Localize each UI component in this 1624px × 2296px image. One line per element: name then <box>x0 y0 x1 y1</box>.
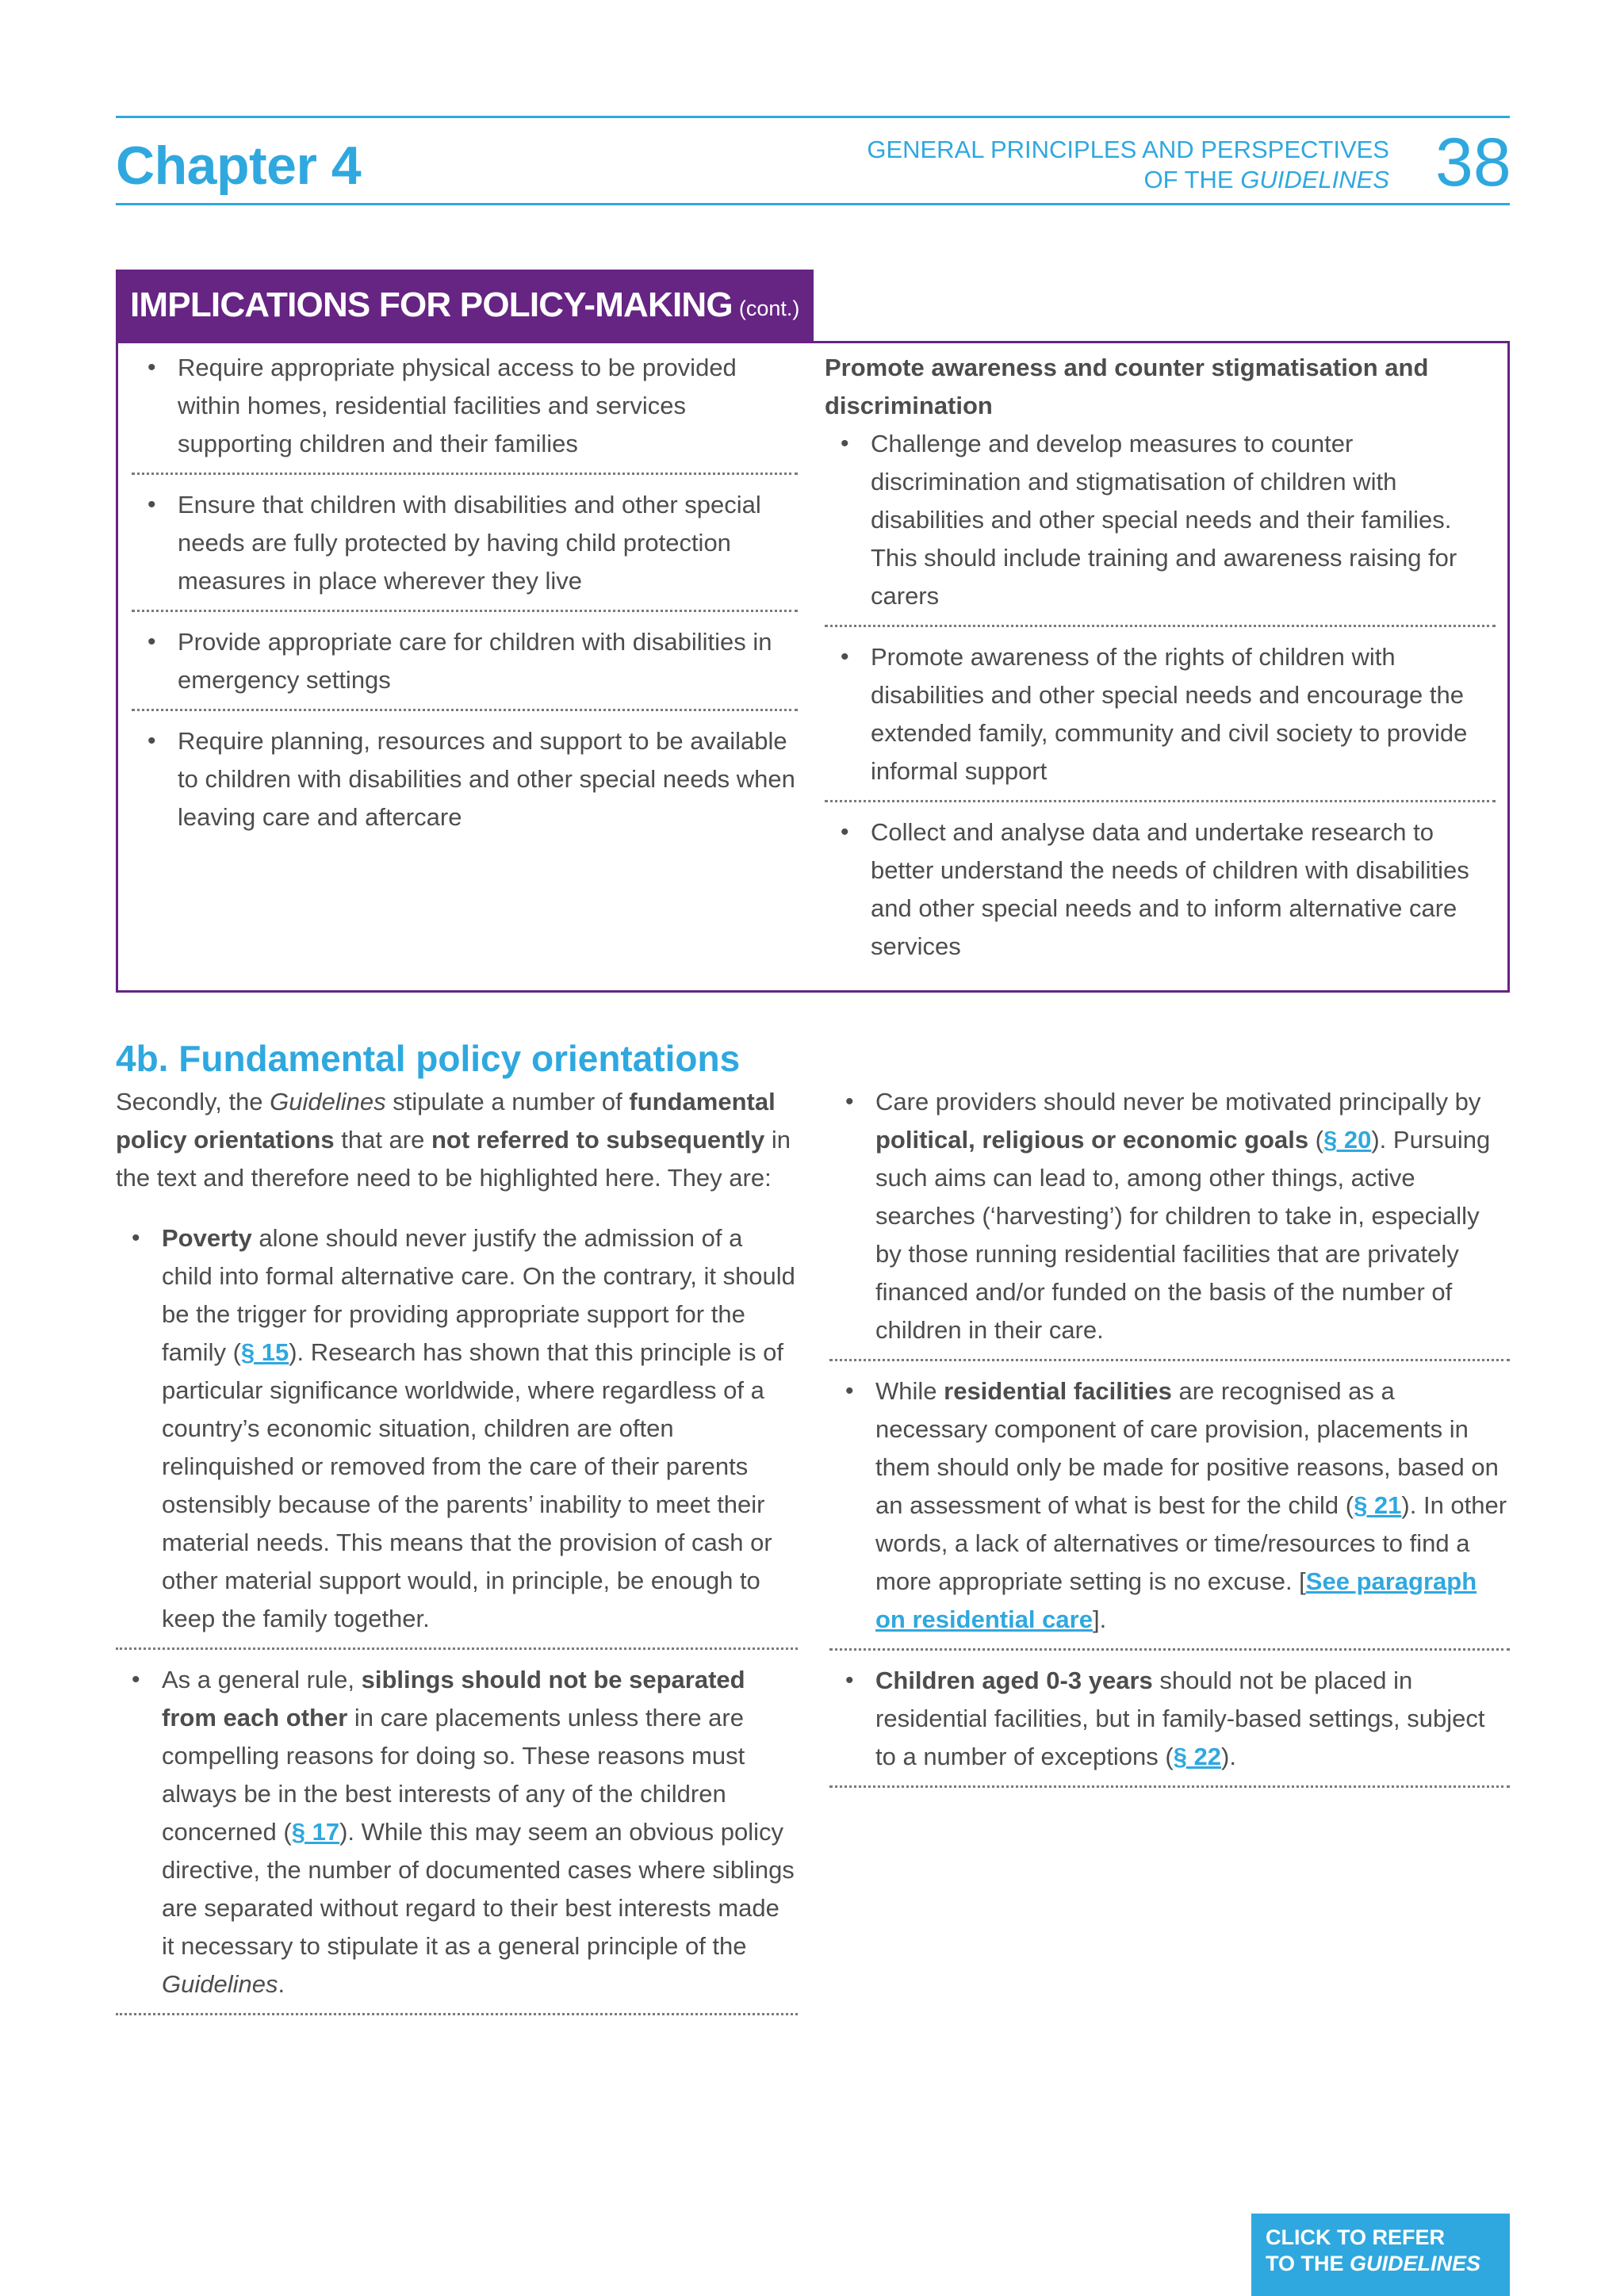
section-heading: 4b. Fundamental policy orientations <box>116 1038 741 1079</box>
item-text: As a general rule, <box>162 1666 362 1693</box>
item-text: are recognised as a necessary component of care provision, placements in them should only be made for positive reasons, based on an assessment of what is best for the child ( <box>875 1377 1499 1519</box>
item-text: alone should never justify the admission of a child into formal alternative care. On the contrary, it should be the trigger for providing appropriate support for the family ( <box>162 1224 795 1366</box>
bold-term: Children aged 0-3 years <box>875 1667 1153 1694</box>
list-item: • Provide appropriate care for children with disabilities in emergency settings <box>132 623 798 699</box>
fundamental-left-list <box>116 1661 798 2003</box>
implications-cont: (cont.) <box>738 296 800 320</box>
list-item: • Challenge and develop measures to counter discrimination and stigmatisation of children with disabilities and other special needs and their families. This should include training and awareness raising for carers <box>825 425 1496 615</box>
item-text: While <box>875 1377 944 1405</box>
item-text: ( <box>1308 1126 1323 1154</box>
implications-right-list <box>825 638 1496 790</box>
intro-text: stipulate a number of <box>385 1088 630 1115</box>
fundamental-right-column <box>829 1083 1510 1799</box>
bold-term: political, religious or economic goals <box>875 1126 1309 1154</box>
intro-bold: fundamental policy orientations <box>116 1088 776 1154</box>
page-number: 38 <box>1435 124 1511 201</box>
item-text: ). <box>1221 1743 1236 1770</box>
intro-guidelines: Guidelines <box>270 1088 386 1115</box>
dotted-divider <box>829 1359 1510 1361</box>
bold-term: siblings should not be separated from each other <box>162 1666 745 1732</box>
dotted-divider <box>825 625 1496 627</box>
implications-left-list <box>132 722 798 836</box>
list-item: • Collect and analyse data and undertake research to better understand the needs of children with disabilities and other special needs and to inform alternative care services <box>825 813 1496 966</box>
section-title-line1: GENERAL PRINCIPLES AND PERSPECTIVES <box>867 136 1389 163</box>
intro-text: that are <box>334 1126 431 1154</box>
header-bottom-rule <box>116 203 1510 205</box>
item-text: in care placements unless there are compelling reasons for doing so. These reasons must always be in the best interests of any of the children concerned ( <box>162 1704 745 1846</box>
dotted-divider <box>132 610 798 612</box>
refer-to-guidelines-button[interactable] <box>1251 2214 1510 2296</box>
list-item-residential <box>829 1372 1510 1639</box>
fundamental-right-list <box>829 1083 1510 1349</box>
implications-subhead: Promote awareness and counter stigmatisation and discrimination <box>825 354 1429 419</box>
list-item: • Require appropriate physical access to be provided within homes, residential facilities and services supporting children and their families <box>132 349 798 463</box>
implications-header <box>116 270 814 341</box>
dotted-divider <box>829 1785 1510 1788</box>
intro-bold: not referred to subsequently <box>431 1126 765 1154</box>
ref-link-15[interactable]: § 15 <box>240 1338 289 1366</box>
italic-guidelines: Guidelines <box>162 1970 278 1998</box>
dotted-divider <box>132 709 798 711</box>
list-item-siblings <box>116 1661 798 2003</box>
cta-guidelines: GUIDELINES <box>1350 2252 1481 2275</box>
cta-line1: CLICK TO REFER <box>1266 2225 1446 2249</box>
intro-text: Secondly, the <box>116 1088 270 1115</box>
fundamental-right-list <box>829 1662 1510 1776</box>
section-title <box>867 135 1389 195</box>
section-title-line2 <box>867 165 1389 195</box>
list-item: • Promote awareness of the rights of children with disabilities and other special needs and encourage the extended family, community and civil society to provide informal support <box>825 638 1496 790</box>
implications-left-column <box>132 349 798 836</box>
item-text: ). Pursuing such aims can lead to, among other things, active searches (‘harvesting’) for children to take in, especially by those running residential facilities that are privately financed and/or funded on the basis of the number of children in their care. <box>875 1126 1491 1344</box>
list-item-poverty <box>116 1219 798 1638</box>
ref-link-22[interactable]: § 22 <box>1173 1743 1221 1770</box>
fundamental-right-list <box>829 1372 1510 1639</box>
implications-right-list <box>825 425 1496 615</box>
chapter-title: Chapter 4 <box>116 136 362 196</box>
ref-link-17[interactable]: § 17 <box>291 1818 340 1846</box>
dotted-divider <box>132 473 798 475</box>
item-text: Care providers should never be motivated principally by <box>875 1088 1481 1115</box>
list-item-young-children <box>829 1662 1510 1776</box>
cta-line2 <box>1266 2251 1510 2277</box>
item-text: ). Research has shown that this principle is of particular significance worldwide, where regardless of a country’s economic situation, children are often relinquished or removed from the care of their parents ostensibly because of the parents’ inability to meet their material needs. This means that the provision of cash or other material support would, in principle, be enough to keep the family together. <box>162 1338 783 1632</box>
list-item-providers <box>829 1083 1510 1349</box>
dotted-divider <box>116 1647 798 1650</box>
intro-text: in the text and therefore need to be highlighted here. They are: <box>116 1126 791 1192</box>
section-title-prefix: OF THE <box>1143 166 1241 193</box>
bold-term: Poverty <box>162 1224 252 1252</box>
dotted-divider <box>116 2013 798 2015</box>
implications-left-list <box>132 486 798 600</box>
implications-title: IMPLICATIONS FOR POLICY-MAKING <box>130 285 733 324</box>
residential-care-link[interactable]: See paragraph on residential care <box>875 1567 1477 1633</box>
cta-text: TO THE <box>1266 2252 1350 2275</box>
list-item: • Require planning, resources and support to be available to children with disabilities and other special needs when leaving care and aftercare <box>132 722 798 836</box>
fundamental-left-list <box>116 1219 798 1638</box>
item-text: should not be placed in residential facilities, but in family-based settings, subject to a number of exceptions ( <box>875 1667 1485 1770</box>
item-text: ). While this may seem an obvious policy directive, the number of documented cases where siblings are separated without regard to their best interests made it necessary to stipulate it as a general principle of the <box>162 1818 795 1960</box>
item-text: ]. <box>1092 1605 1107 1633</box>
item-text: . <box>278 1970 285 1998</box>
implications-left-list <box>132 349 798 463</box>
bold-term: residential facilities <box>944 1377 1172 1405</box>
dotted-divider <box>825 800 1496 802</box>
ref-link-20[interactable]: § 20 <box>1323 1126 1372 1154</box>
intro-paragraph <box>116 1083 798 1197</box>
section-title-guidelines: GUIDELINES <box>1240 166 1389 193</box>
fundamental-left-column <box>116 1219 798 2026</box>
item-text: ). In other words, a lack of alternatives or time/resources to find a more appropriate setting is no excuse. [ <box>875 1491 1507 1595</box>
implications-right-column <box>825 349 1496 966</box>
list-item: • Ensure that children with disabilities and other special needs are fully protected by having child protection measures in place wherever they live <box>132 486 798 600</box>
dotted-divider <box>829 1648 1510 1651</box>
implications-left-list <box>132 623 798 699</box>
header-top-rule <box>116 116 1510 118</box>
implications-right-list <box>825 813 1496 966</box>
ref-link-21[interactable]: § 21 <box>1354 1491 1402 1519</box>
